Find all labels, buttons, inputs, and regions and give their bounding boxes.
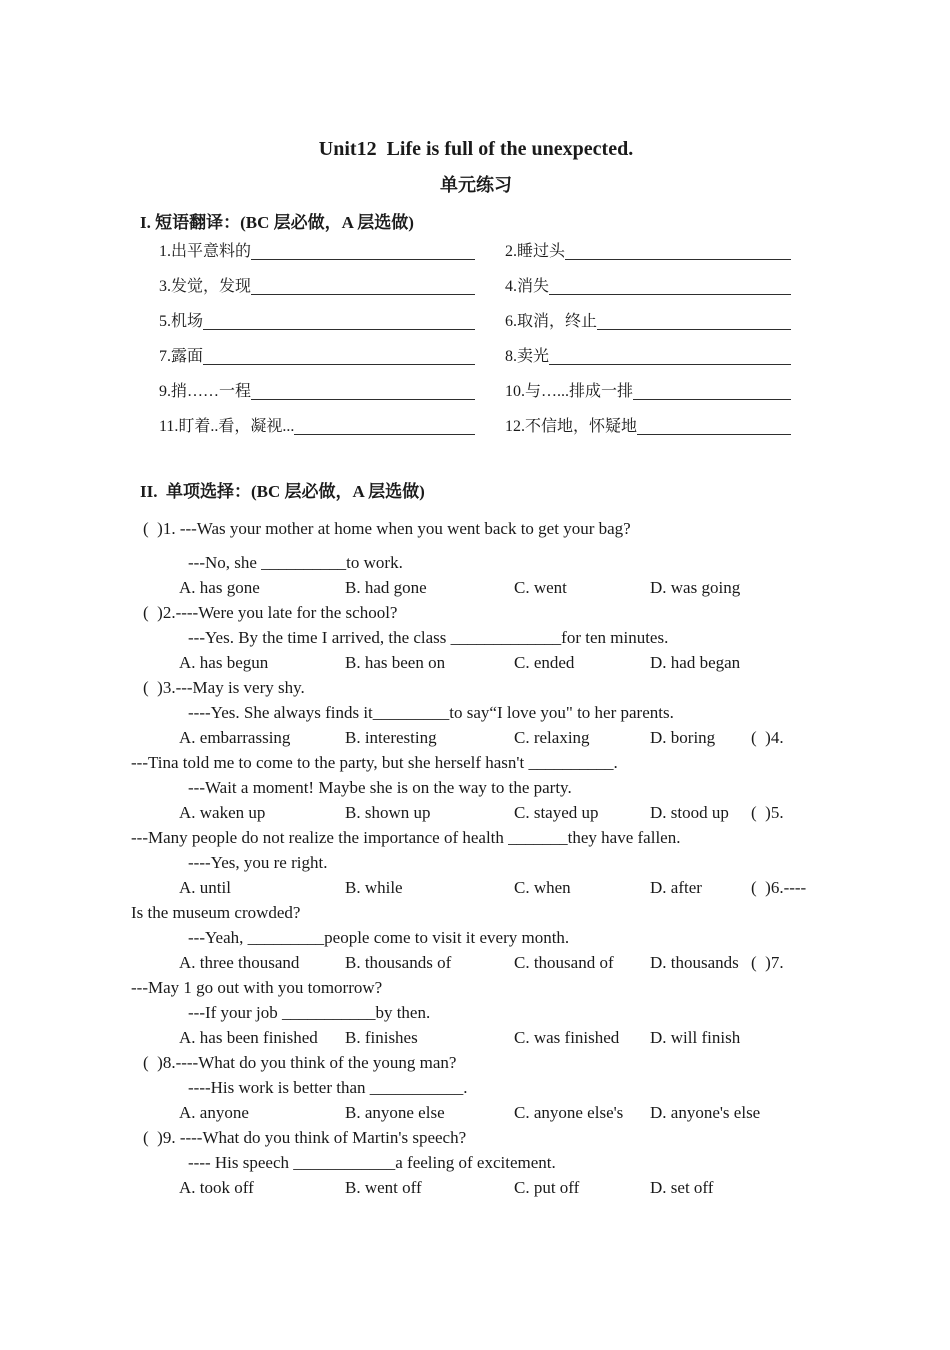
question-line: ( )9. ----What do you think of Martin's speech?	[143, 1128, 467, 1147]
next-question-bracket: ( )7.	[751, 953, 784, 972]
option-c: C. ended	[514, 653, 575, 672]
option-a: A. waken up	[179, 803, 266, 822]
question-continuation-line: ---Many people do not realize the importance of health _______they have fallen.	[131, 828, 681, 847]
phrase-label: 9.捎……一程	[159, 383, 252, 400]
section1-heading: I. 短语翻译：(BC 层必做，A 层选做)	[140, 213, 414, 232]
phrase-translation-list	[131, 238, 821, 448]
option-c: C. stayed up	[514, 803, 599, 822]
option-d: D. stood up	[650, 803, 729, 822]
reply-line: ---If your job ___________by then.	[188, 1003, 431, 1022]
options-row	[131, 800, 821, 825]
option-d: D. after	[650, 878, 702, 897]
phrase-row	[159, 413, 821, 448]
phrase-item	[159, 380, 505, 404]
answer-blank-line	[294, 434, 475, 435]
option-b: B. shown up	[345, 803, 431, 822]
answer-blank-line	[203, 364, 475, 365]
phrase-row	[159, 343, 821, 378]
section2-heading: II. 单项选择：(BC 层必做，A 层选做)	[140, 482, 425, 501]
option-a: A. until	[179, 878, 231, 897]
question-continuation-line: Is the museum crowded?	[131, 903, 301, 922]
phrase-label: 1.出平意料的	[159, 243, 252, 260]
answer-blank-line	[597, 329, 791, 330]
option-c: C. put off	[514, 1178, 580, 1197]
phrase-item	[159, 275, 505, 299]
question-continuation-line: ---May 1 go out with you tomorrow?	[131, 978, 383, 997]
phrase-row	[159, 308, 821, 343]
options-row	[131, 575, 821, 600]
reply-line: ---Wait a moment! Maybe she is on the way to the party.	[188, 778, 572, 797]
option-b: B. while	[345, 878, 403, 897]
next-question-bracket: ( )4.	[751, 728, 784, 747]
worksheet-content	[131, 0, 821, 1200]
phrase-item	[159, 310, 505, 334]
answer-blank-line	[637, 434, 791, 435]
option-b: B. finishes	[345, 1028, 418, 1047]
phrase-label: 5.机场	[159, 313, 204, 330]
reply-line: ----Yes. She always finds it_________to say“I love you" to her parents.	[188, 703, 674, 722]
options-row	[131, 950, 821, 975]
option-c: C. when	[514, 878, 571, 897]
phrase-item	[159, 240, 505, 264]
phrase-row	[159, 238, 821, 273]
option-a: A. took off	[179, 1178, 254, 1197]
answer-blank-line	[251, 294, 475, 295]
option-a: A. three thousand	[179, 953, 300, 972]
phrase-label: 11.盯着..看，凝视...	[159, 418, 295, 435]
option-d: D. thousands	[650, 953, 739, 972]
reply-line: ----Yes, you re right.	[188, 853, 328, 872]
phrase-label: 10.与…...排成一排	[505, 383, 634, 400]
option-c: C. was finished	[514, 1028, 620, 1047]
option-a: A. has begun	[179, 653, 269, 672]
phrase-label: 2.睡过头	[505, 243, 566, 260]
option-c: C. relaxing	[514, 728, 590, 747]
question-continuation-line: ---Tina told me to come to the party, but she herself hasn't __________.	[131, 753, 618, 772]
options-row	[131, 650, 821, 675]
options-row	[131, 1025, 821, 1050]
phrase-item	[505, 310, 821, 334]
option-a: A. embarrassing	[179, 728, 291, 747]
phrase-item	[505, 380, 821, 404]
option-c: C. anyone else's	[514, 1103, 624, 1122]
reply-line: ---Yeah, _________people come to visit it every month.	[188, 928, 570, 947]
options-row	[131, 1100, 821, 1125]
answer-blank-line	[251, 399, 475, 400]
options-row	[131, 875, 821, 900]
option-d: D. anyone's else	[650, 1103, 761, 1122]
answer-blank-line	[633, 399, 791, 400]
answer-blank-line	[251, 259, 475, 260]
unit-title: Unit12 Life is full of the unexpected.	[318, 138, 634, 160]
option-a: A. has gone	[179, 578, 260, 597]
phrase-label: 8.卖光	[505, 348, 550, 365]
option-b: B. has been on	[345, 653, 446, 672]
phrase-label: 3.发觉，发现	[159, 278, 252, 295]
option-c: C. went	[514, 578, 567, 597]
multiple-choice-list	[131, 516, 821, 1200]
phrase-item	[159, 345, 505, 369]
answer-blank-line	[203, 329, 475, 330]
option-b: B. anyone else	[345, 1103, 445, 1122]
option-d: D. had began	[650, 653, 741, 672]
phrase-item	[505, 415, 821, 439]
option-b: B. went off	[345, 1178, 422, 1197]
phrase-item	[505, 240, 821, 264]
question-line: ( )2.----Were you late for the school?	[143, 603, 398, 622]
option-b: B. interesting	[345, 728, 437, 747]
option-b: B. thousands of	[345, 953, 452, 972]
phrase-label: 12.不信地，怀疑地	[505, 418, 638, 435]
option-a: A. anyone	[179, 1103, 249, 1122]
answer-blank-line	[549, 364, 791, 365]
reply-line: ---No, she __________to work.	[188, 553, 403, 572]
reply-line: ----His work is better than ___________.	[188, 1078, 468, 1097]
phrase-item	[505, 345, 821, 369]
question-line: ( )3.---May is very shy.	[143, 678, 305, 697]
phrase-row	[159, 273, 821, 308]
option-d: D. will finish	[650, 1028, 741, 1047]
reply-line: ---Yes. By the time I arrived, the class _____________for ten minutes.	[188, 628, 669, 647]
option-c: C. thousand of	[514, 953, 614, 972]
phrase-row	[159, 378, 821, 413]
options-row	[131, 725, 821, 750]
question-line: ( )8.----What do you think of the young man?	[143, 1053, 457, 1072]
option-d: D. boring	[650, 728, 716, 747]
options-row	[131, 1175, 821, 1200]
option-b: B. had gone	[345, 578, 427, 597]
option-a: A. has been finished	[179, 1028, 318, 1047]
answer-blank-line	[549, 294, 791, 295]
reply-line: ---- His speech ____________a feeling of excitement.	[188, 1153, 556, 1172]
option-d: D. was going	[650, 578, 741, 597]
question-line: ( )1. ---Was your mother at home when you went back to get your bag?	[143, 519, 631, 538]
next-question-bracket: ( )5.	[751, 803, 784, 822]
phrase-label: 6.取消，终止	[505, 313, 598, 330]
next-question-bracket: ( )6.----	[751, 878, 807, 897]
phrase-item	[505, 275, 821, 299]
phrase-item	[159, 415, 505, 439]
answer-blank-line	[565, 259, 791, 260]
option-d: D. set off	[650, 1178, 714, 1197]
phrase-label: 4.消失	[505, 278, 550, 295]
phrase-label: 7.露面	[159, 348, 204, 365]
exercise-subtitle: 单元练习	[440, 175, 512, 195]
